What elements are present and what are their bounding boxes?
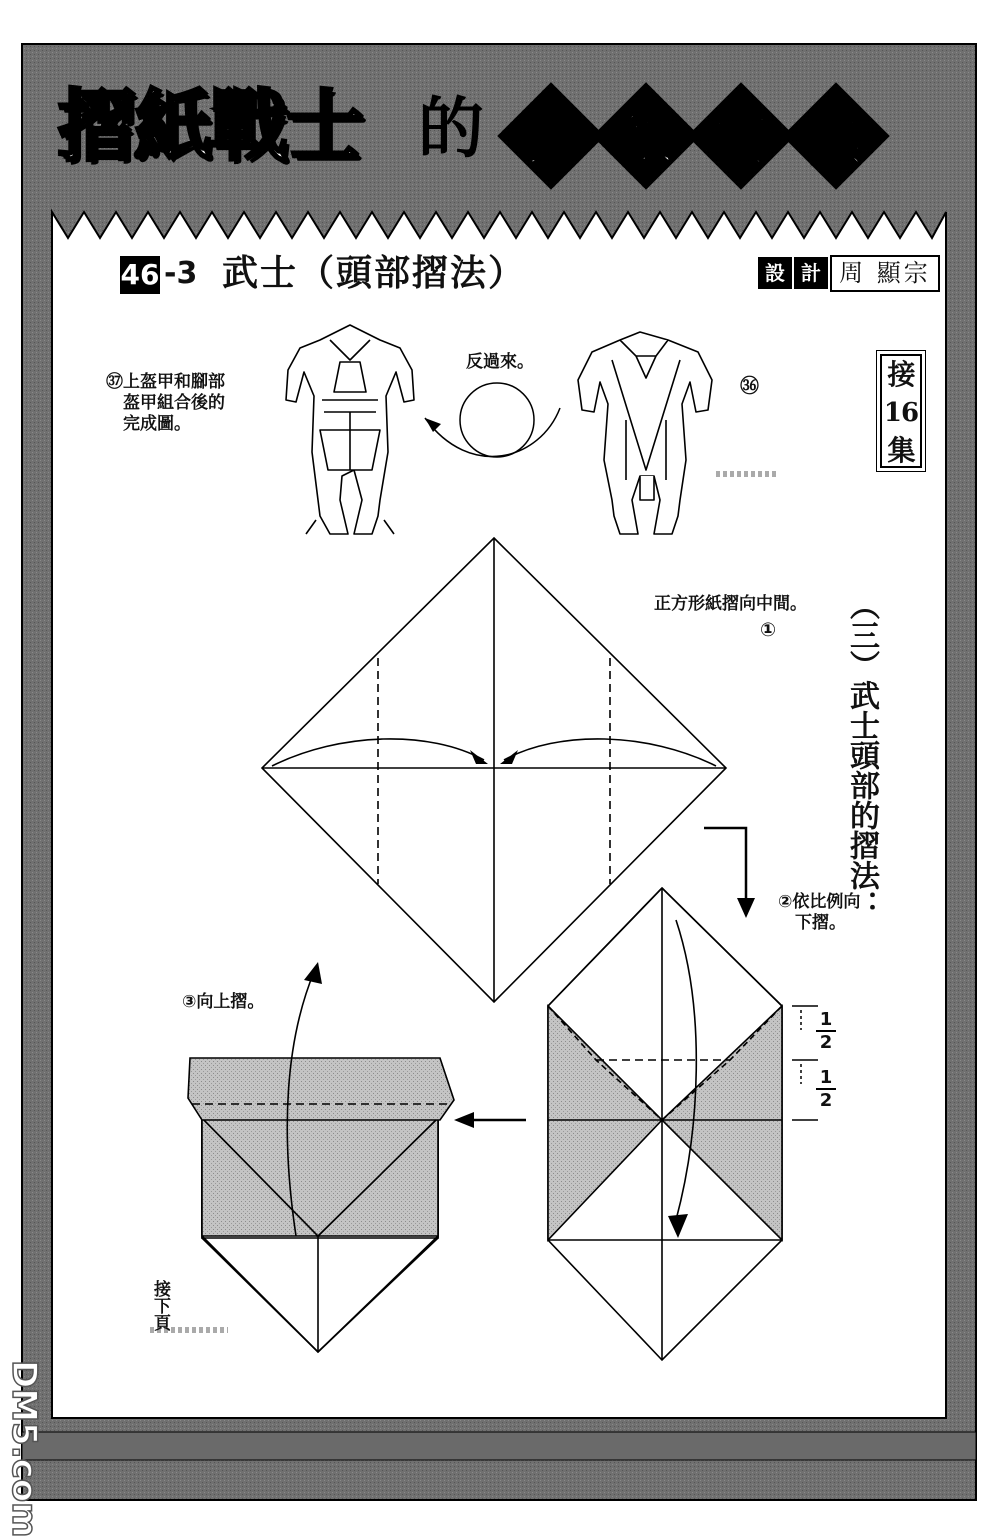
book-title-char-4: 典 [788,76,884,196]
section-number: 46 [120,256,160,294]
book-title-char-3: 寶 [693,76,789,196]
section-title: 武士（頭部摺法） [222,253,527,294]
step-2-caption: ②依比例向 下摺。 [778,892,861,933]
continued-from-box: 接 16 集 [880,354,922,468]
book-title-char-2: 紙 [598,76,694,196]
design-label-2: 計 [794,257,828,289]
step3-folded-shape [188,972,454,1352]
part-heading: （三）武士頭部的摺法： [844,590,879,920]
design-label-1: 設 [758,257,792,289]
watermark-logo: DM5.com [4,1360,44,1538]
designer-name: 周 顯宗 [830,255,940,292]
figure-37-finished-warrior [286,325,414,534]
section-suffix: -3 [164,256,198,291]
step-1-number: ① [760,619,777,641]
fraction-upper: 1 2 [816,1010,836,1052]
book-title-char-1: 摺 [503,76,599,196]
flip-caption: 反過來。 [466,352,534,372]
continued-to-next-page: 接下頁 [150,1280,170,1331]
fraction-lower: 1 2 [816,1068,836,1110]
series-title: 摺紙戰士 [58,82,363,172]
proportion-marks [792,1006,818,1120]
title-particle: 的 [418,90,484,167]
step2-rhombus [548,888,782,1360]
figure-36-warrior-back [578,332,712,534]
step-37-caption: ㊲上盔甲和腳部 盔甲組合後的 完成圖。 [106,372,225,434]
flip-arrow [425,408,560,456]
step-36-number: ㊱ [740,375,760,397]
step-3-caption: ③向上摺。 [182,992,265,1012]
flip-circle [460,383,534,457]
step-1-caption: 正方形紙摺向中間。 [654,594,807,614]
